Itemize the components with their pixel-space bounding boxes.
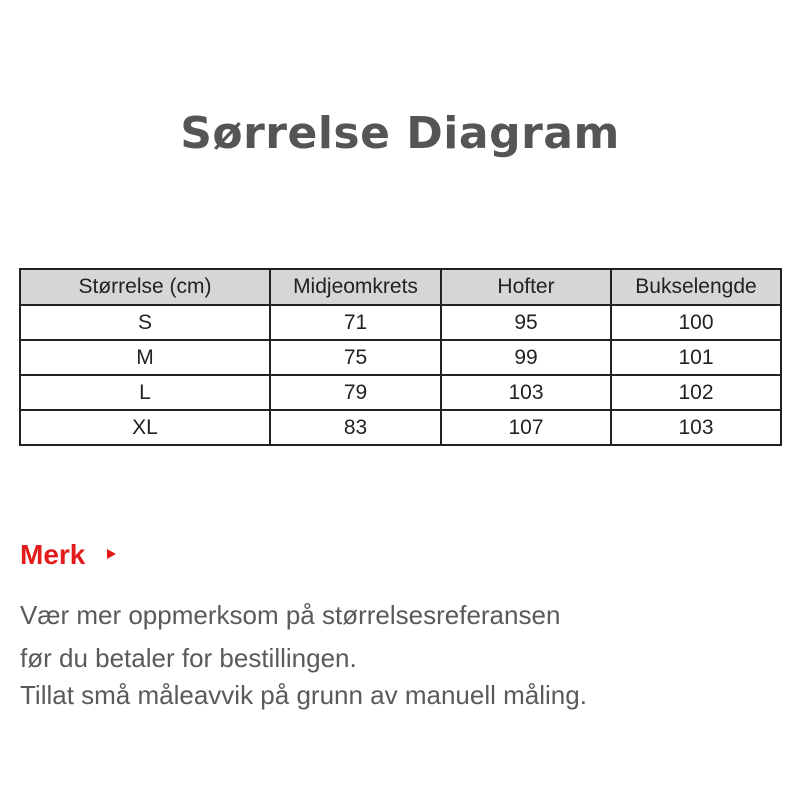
cell-pants-length: 101: [611, 340, 781, 375]
cell-hips: 107: [441, 410, 611, 445]
header-pants-length: Bukselengde: [611, 269, 781, 305]
note-line: Vær mer oppmerksom på størrelsesreferansen: [20, 600, 561, 630]
cell-hips: 99: [441, 340, 611, 375]
cell-size: XL: [20, 410, 270, 445]
cell-pants-length: 103: [611, 410, 781, 445]
header-hips: Hofter: [441, 269, 611, 305]
table-row: [20, 410, 781, 445]
cell-hips: 103: [441, 375, 611, 410]
header-size: Størrelse (cm): [20, 269, 270, 305]
triangle-right-icon: [107, 549, 116, 559]
page-title: Sørrelse Diagram: [180, 108, 620, 159]
cell-hips: 95: [441, 305, 611, 340]
header-waist: Midjeomkrets: [270, 269, 441, 305]
cell-waist: 75: [270, 340, 441, 375]
cell-size: L: [20, 375, 270, 410]
note-line: før du betaler for bestillingen.: [20, 643, 357, 673]
cell-size: M: [20, 340, 270, 375]
note-line: Tillat små måleavvik på grunn av manuell måling.: [20, 680, 587, 710]
table-row: [20, 375, 781, 410]
cell-waist: 79: [270, 375, 441, 410]
size-chart-table: [19, 268, 782, 446]
cell-pants-length: 100: [611, 305, 781, 340]
cell-waist: 83: [270, 410, 441, 445]
cell-size: S: [20, 305, 270, 340]
table-row: [20, 305, 781, 340]
cell-waist: 71: [270, 305, 441, 340]
table-row: [20, 340, 781, 375]
table-header-row: [20, 269, 781, 305]
cell-pants-length: 102: [611, 375, 781, 410]
note-heading: Merk: [20, 539, 86, 570]
